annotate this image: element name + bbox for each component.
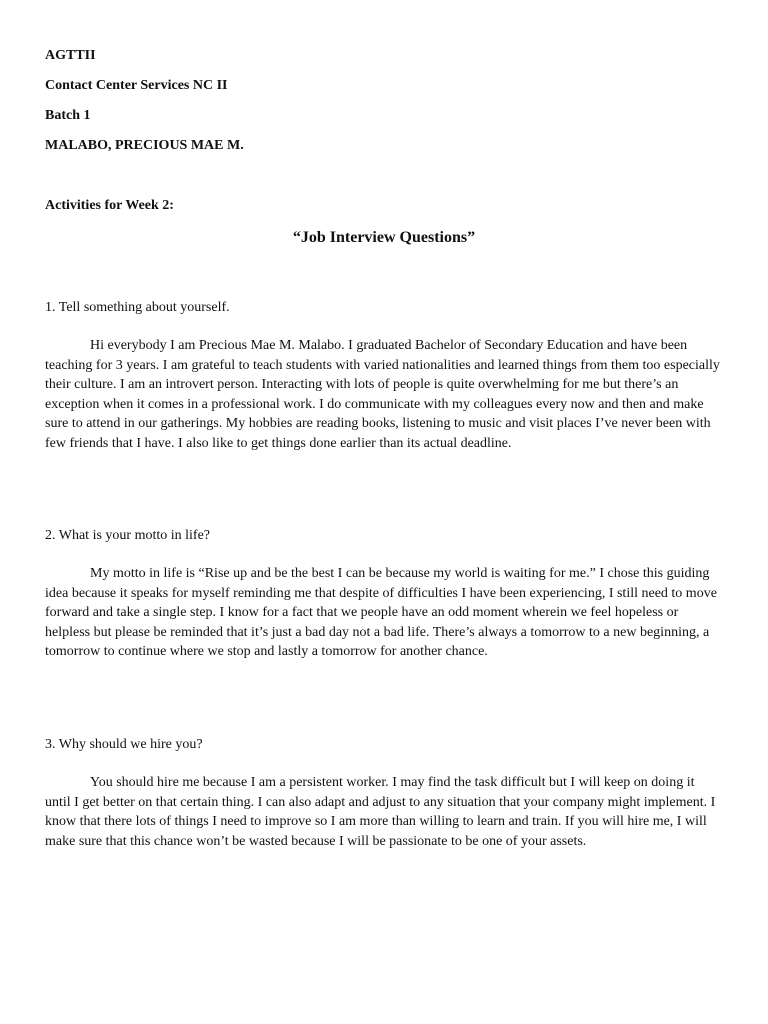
student-name: MALABO, PRECIOUS MAE M. (45, 138, 244, 153)
document-title: “Job Interview Questions” (292, 229, 476, 246)
answer-2: My motto in life is “Rise up and be the best I can be because my world is waiting for me.” I chose this guiding idea because it speaks for myself reminding me that despite of difficulties I have been experiencing, I still need to move forward and take a single step. I know for a fact that we people have an odd moment wherein we feel hopeless or helpless but please be reminded that it’s just a bad day not a bad life. There’s always a tomorrow to a new beginning, a tomorrow to continue where we stop and lastly a tomorrow for another chance. (45, 566, 717, 659)
activity-label: Activities for Week 2: (45, 198, 174, 213)
course-code: AGTTII (45, 48, 96, 63)
answer-3: You should hire me because I am a persistent worker. I may find the task difficult but I will keep on doing it until I get better on that certain thing. I can also adapt and adjust to any situation that your company might implement. I know that there lots of things I need to improve so I am more than willing to learn and train. If you will hire me, I will make sure that this chance won’t be wasted because I will be passionate to be one of your assets. (45, 775, 716, 849)
course-name: Contact Center Services NC II (45, 78, 228, 93)
answer-1: Hi everybody I am Precious Mae M. Malabo. I graduated Bachelor of Secondary Education and have been teaching for 3 years. I am grateful to teach students with varied nationalities and learned things from them too especially their culture. I am an introvert person. Interacting with lots of people is quite overwhelming for me but there’s an exception when it comes in a professional work. I do communicate with my colleagues every now and then and make sure to attend in our gatherings. My hobbies are reading books, listening to music and visit places I’ve never been with few friends that I have. I also like to get things done earlier than its actual deadline. (45, 338, 720, 451)
question-1: 1. Tell something about yourself. (45, 300, 230, 315)
question-2: 2. What is your motto in life? (45, 528, 210, 543)
batch-label: Batch 1 (45, 108, 91, 123)
question-3: 3. Why should we hire you? (45, 737, 203, 752)
